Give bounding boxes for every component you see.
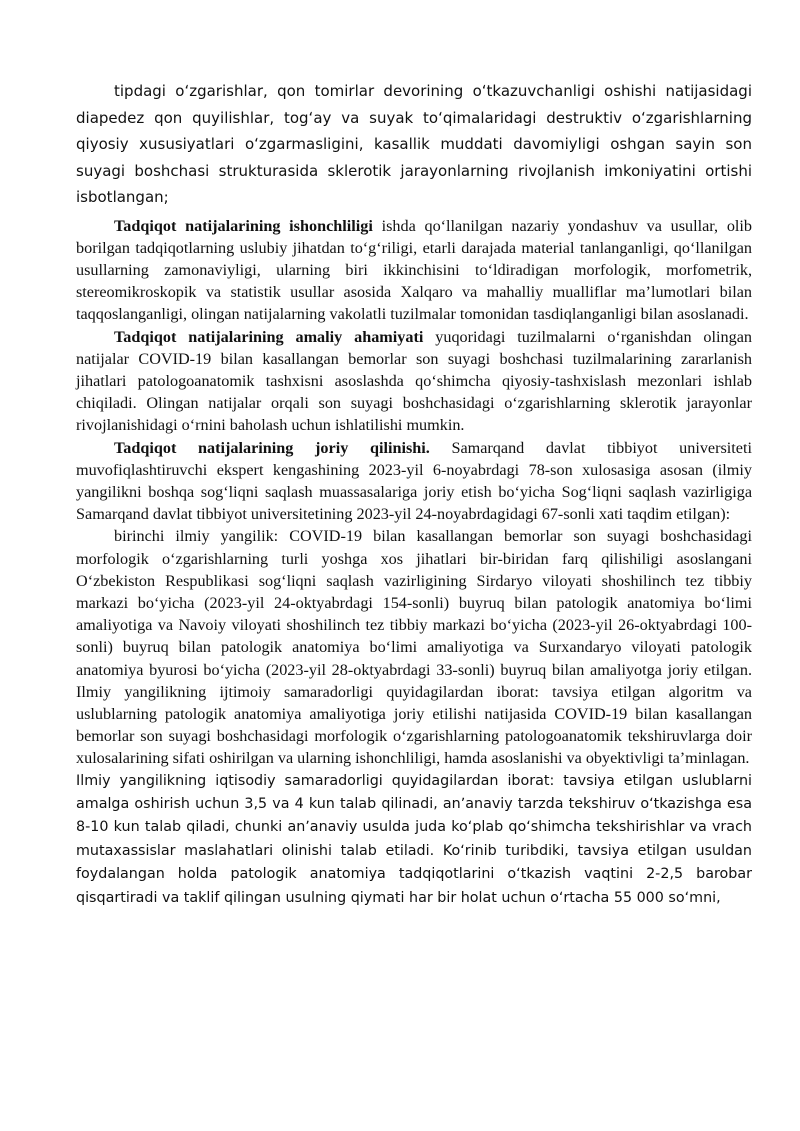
paragraph-text: ishda qoʻllanilgan nazariy yondashuv va usullar, olib borilgan tadqiqotlarning uslubiy jihatdan toʻgʻriligi, etarli darajada material tanlanganligi, qoʻllanilgan usullarning zamonaviyligi, ularning biri ikkinchisini toʻldiradigan morfologik, morfometrik, stereomikroskopik va statistik usullar asosida Xalqaro va mahalliy mualliflar maʼlumotlari bilan taqqoslanganligi, olingan natijalarning vakolatli tuzilmalar tomonidan tasdiqlanganligi bilan asoslanadi. xyxy=(76,216,753,324)
paragraph-findings-end xyxy=(76,78,752,211)
paragraph-text: birinchi ilmiy yangilik: COVID-19 bilan kasallangan bemorlar son suyagi boshchasidagi morfologik oʻzgarishlarning turli yoshga xos jihatlari bir-biridan farq qilishiligi asoslangani Oʻzbekiston Respublikasi sogʻliqni saqlash vazirligining Sirdaryo viloyati shoshilinch tez tibbiy markazi boʻyicha (2023-yil 24-oktyabrdagi 154-sonli) buyruq bilan patologik anatomiya boʻlimi amaliyotiga va Navoiy viloyati shoshilinch tez tibbiy markazi boʻyicha (2023-yil 26-oktyabrdagi 100-sonli) buyruq bilan patologik anatomiya boʻlimi amaliyotiga va Surxandaryo viloyati patologik anatomiya byurosi boʻyicha (2023-yil 28-oktyabrdagi 33-sonli) buyruq bilan amaliyotga joriy etilgan. Ilmiy yangilikning ijtimoiy samaradorligi quyidagilardan iborat: tavsiya etilgan algoritm va uslublarning patologik anatomiya amaliyotiga joriy etilishi natijasida COVID-19 bilan kasallangan bemorlar son suyagi boshchasidagi morfologik oʻzgarishlarning patologoanatomik tekshiruvlarga doir xulosalarining sifati oshirilgan va ularning ishonchliligi, hamda asoslanishi va obyektivligi taʼminlagan. xyxy=(76,527,752,768)
paragraph-heading: Tadqiqot natijalarining amaliy ahamiyati xyxy=(114,327,424,346)
document-page xyxy=(76,78,752,910)
paragraph-heading: Tadqiqot natijalarining ishonchliligi xyxy=(114,216,373,235)
paragraph-text: Ilmiy yangilikning iqtisodiy samaradorligi quyidagilardan iborat: tavsiya etilgan uslublarni amalga oshirish uchun 3,5 va 4 kun talab qilinadi, anʼanaviy tarzda tekshiruv oʻtkazishga esa 8-10 kun talab qiladi, chunki anʼanaviy usulda juda koʻplab qoʻshimcha tekshirishlar va vrach mutaxassislar maslahatlari olinishi talab etiladi. Koʻrinib turibdiki, tavsiya etilgan usuldan foydalangan holda patologik anatomiya tadqiqotlarini oʻtkazish vaqtini 2-2,5 barobar qisqartiradi va taklif qilingan usulning qiymati har bir holat uchun oʻrtacha 55 000 soʻmni, xyxy=(76,772,752,906)
paragraph-text: Samarqand davlat tibbiyot universiteti muvofiqlashtiruvchi ekspert kengashining 2023-yil 6-noyabrdagi 78-son xulosasiga asosan (ilmiy yangilikni boshqa sogʻliqni saqlash muassasalariga joriy etish boʻyicha Sogʻliqni saqlash vazirligiga Samarqand davlat tibbiyot universitetining 2023-yil 24-noyabrdagidagi 67-sonli xati taqdim etilgan): xyxy=(76,438,752,524)
paragraph-text: yuqoridagi tuzilmalarni oʻrganishdan olingan natijalar COVID-19 bilan kasallangan bemorlar son suyagi boshchasi tuzilmalarining zararlanish jihatlari patologoanatomik tashxisni asoslashda qoʻshimcha qiyosiy-tashxislash mezonlari ishlab chiqiladi. Olingan natijalar orqali son suyagi boshchasidagi oʻzgarishlarning sklerotik jarayonlar rivojlanishidagi oʻrnini baholash uchun ishlatilishi mumkin. xyxy=(76,327,752,435)
paragraph-text: tipdagi oʻzgarishlar, qon tomirlar devorining oʻtkazuvchanligi oshishi natijasidagi diapedez qon quyilishlar, togʻay va suyak toʻqimalaridagi destruktiv oʻzgarishlarning qiyosiy xususiyatlari oʻzgarmasligini, kasallik muddati davomiyligi oshgan sayin son suyagi boshchasi strukturasida sklerotik jarayonlarning rivojlanish imkoniyatini ortishi isbotlangan; xyxy=(76,82,752,206)
paragraph-first-novelty xyxy=(76,525,752,769)
paragraph-economic-efficiency xyxy=(76,770,752,910)
paragraph-implementation xyxy=(76,437,752,526)
paragraph-reliability xyxy=(76,215,752,326)
paragraph-practical-significance xyxy=(76,326,752,437)
paragraph-heading: Tadqiqot natijalarining joriy qilinishi. xyxy=(114,438,430,457)
